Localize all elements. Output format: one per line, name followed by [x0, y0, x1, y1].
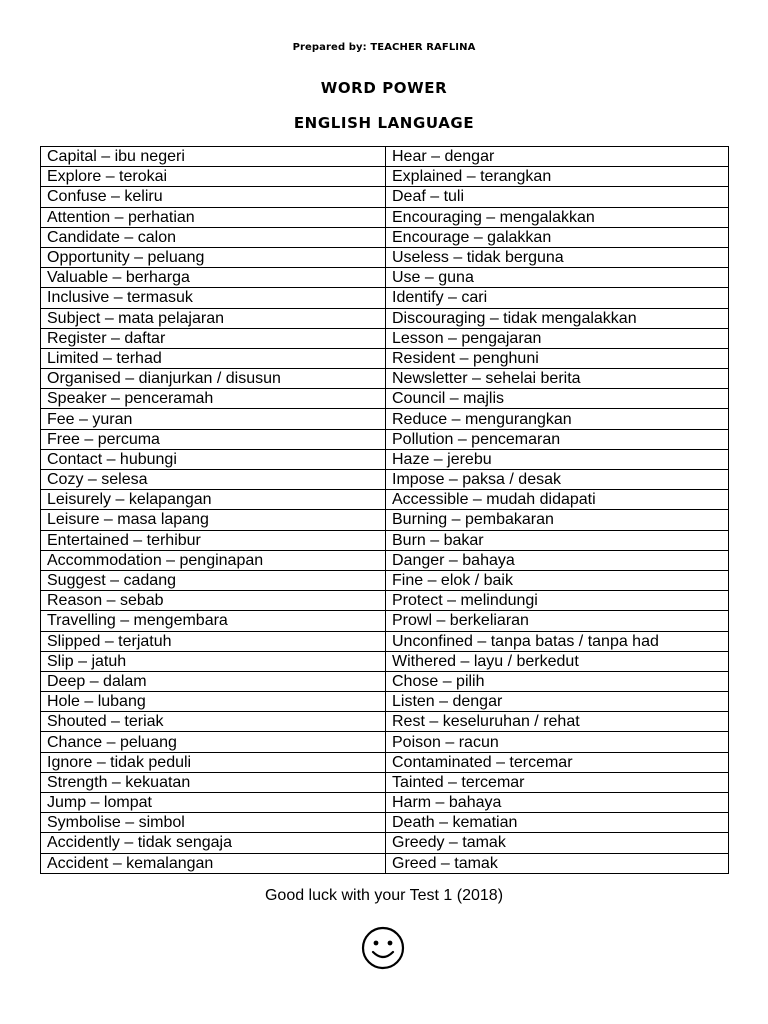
- word-left-cell: Suggest – cadang: [41, 570, 386, 590]
- word-left-cell: Accidently – tidak sengaja: [41, 833, 386, 853]
- word-left-cell: Travelling – mengembara: [41, 611, 386, 631]
- word-left-cell: Accident – kemalangan: [41, 853, 386, 873]
- table-row: [41, 167, 729, 187]
- word-left-cell: Candidate – calon: [41, 227, 386, 247]
- table-row: [41, 268, 729, 288]
- word-left-cell: Ignore – tidak peduli: [41, 752, 386, 772]
- table-row: [41, 692, 729, 712]
- word-right-cell: Poison – racun: [386, 732, 729, 752]
- table-row: [41, 570, 729, 590]
- word-left-cell: Shouted – teriak: [41, 712, 386, 732]
- word-right-cell: Useless – tidak berguna: [386, 247, 729, 267]
- word-left-cell: Accommodation – penginapan: [41, 550, 386, 570]
- word-left-cell: Leisurely – kelapangan: [41, 490, 386, 510]
- table-row: [41, 328, 729, 348]
- table-row: [41, 409, 729, 429]
- table-row: [41, 772, 729, 792]
- word-left-cell: Organised – dianjurkan / disusun: [41, 369, 386, 389]
- word-right-cell: Newsletter – sehelai berita: [386, 369, 729, 389]
- word-right-cell: Pollution – pencemaran: [386, 429, 729, 449]
- word-left-cell: Symbolise – simbol: [41, 813, 386, 833]
- word-right-cell: Unconfined – tanpa batas / tanpa had: [386, 631, 729, 651]
- word-right-cell: Greedy – tamak: [386, 833, 729, 853]
- word-right-cell: Identify – cari: [386, 288, 729, 308]
- table-row: [41, 631, 729, 651]
- table-row: [41, 389, 729, 409]
- word-right-cell: Greed – tamak: [386, 853, 729, 873]
- table-row: [41, 227, 729, 247]
- word-left-cell: Free – percuma: [41, 429, 386, 449]
- word-right-cell: Lesson – pengajaran: [386, 328, 729, 348]
- table-row: [41, 550, 729, 570]
- word-right-cell: Harm – bahaya: [386, 793, 729, 813]
- word-left-cell: Opportunity – peluang: [41, 247, 386, 267]
- table-row: [41, 530, 729, 550]
- word-left-cell: Deep – dalam: [41, 671, 386, 691]
- word-right-cell: Resident – penghuni: [386, 348, 729, 368]
- table-row: [41, 308, 729, 328]
- word-left-cell: Strength – kekuatan: [41, 772, 386, 792]
- word-right-cell: Protect – melindungi: [386, 591, 729, 611]
- word-left-cell: Cozy – selesa: [41, 470, 386, 490]
- word-left-cell: Inclusive – termasuk: [41, 288, 386, 308]
- table-row: [41, 591, 729, 611]
- table-row: [41, 348, 729, 368]
- vocabulary-table-body: [41, 147, 729, 874]
- page-subtitle: ENGLISH LANGUAGE: [293, 114, 475, 132]
- word-left-cell: Slipped – terjatuh: [41, 631, 386, 651]
- word-right-cell: Danger – bahaya: [386, 550, 729, 570]
- word-right-cell: Burn – bakar: [386, 530, 729, 550]
- word-right-cell: Accessible – mudah didapati: [386, 490, 729, 510]
- word-right-cell: Death – kematian: [386, 813, 729, 833]
- word-left-cell: Reason – sebab: [41, 591, 386, 611]
- word-right-cell: Discouraging – tidak mengalakkan: [386, 308, 729, 328]
- word-right-cell: Rest – keseluruhan / rehat: [386, 712, 729, 732]
- word-right-cell: Explained – terangkan: [386, 167, 729, 187]
- page-title: WORD POWER: [320, 79, 448, 97]
- word-left-cell: Valuable – berharga: [41, 268, 386, 288]
- word-right-cell: Fine – elok / baik: [386, 570, 729, 590]
- table-row: [41, 853, 729, 873]
- table-row: [41, 429, 729, 449]
- word-left-cell: Attention – perhatian: [41, 207, 386, 227]
- word-right-cell: Hear – dengar: [386, 147, 729, 167]
- word-left-cell: Subject – mata pelajaran: [41, 308, 386, 328]
- table-row: [41, 813, 729, 833]
- word-left-cell: Chance – peluang: [41, 732, 386, 752]
- word-left-cell: Explore – terokai: [41, 167, 386, 187]
- word-right-cell: Contaminated – tercemar: [386, 752, 729, 772]
- table-row: [41, 187, 729, 207]
- table-row: [41, 470, 729, 490]
- word-right-cell: Deaf – tuli: [386, 187, 729, 207]
- word-left-cell: Confuse – keliru: [41, 187, 386, 207]
- table-row: [41, 288, 729, 308]
- table-row: [41, 147, 729, 167]
- word-left-cell: Slip – jatuh: [41, 651, 386, 671]
- word-left-cell: Contact – hubungi: [41, 449, 386, 469]
- table-row: [41, 651, 729, 671]
- table-row: [41, 712, 729, 732]
- word-right-cell: Use – guna: [386, 268, 729, 288]
- word-right-cell: Burning – pembakaran: [386, 510, 729, 530]
- table-row: [41, 793, 729, 813]
- word-left-cell: Register – daftar: [41, 328, 386, 348]
- word-right-cell: Encouraging – mengalakkan: [386, 207, 729, 227]
- table-row: [41, 247, 729, 267]
- word-right-cell: Chose – pilih: [386, 671, 729, 691]
- word-left-cell: Leisure – masa lapang: [41, 510, 386, 530]
- word-right-cell: Encourage – galakkan: [386, 227, 729, 247]
- table-row: [41, 490, 729, 510]
- word-left-cell: Hole – lubang: [41, 692, 386, 712]
- word-right-cell: Impose – paksa / desak: [386, 470, 729, 490]
- word-right-cell: Prowl – berkeliaran: [386, 611, 729, 631]
- vocabulary-table: [40, 146, 729, 874]
- table-row: [41, 671, 729, 691]
- word-right-cell: Listen – dengar: [386, 692, 729, 712]
- table-row: [41, 833, 729, 853]
- footer-message: Good luck with your Test 1 (2018): [264, 887, 504, 904]
- table-row: [41, 207, 729, 227]
- word-right-cell: Haze – jerebu: [386, 449, 729, 469]
- table-row: [41, 449, 729, 469]
- table-row: [41, 752, 729, 772]
- word-left-cell: Entertained – terhibur: [41, 530, 386, 550]
- word-left-cell: Jump – lompat: [41, 793, 386, 813]
- word-right-cell: Withered – layu / berkedut: [386, 651, 729, 671]
- word-right-cell: Reduce – mengurangkan: [386, 409, 729, 429]
- table-row: [41, 369, 729, 389]
- prepared-by: Prepared by: TEACHER RAFLINA: [292, 42, 476, 53]
- word-right-cell: Tainted – tercemar: [386, 772, 729, 792]
- table-row: [41, 732, 729, 752]
- smiley-face-icon: [359, 924, 407, 972]
- word-right-cell: Council – majlis: [386, 389, 729, 409]
- word-left-cell: Fee – yuran: [41, 409, 386, 429]
- word-left-cell: Capital – ibu negeri: [41, 147, 386, 167]
- word-left-cell: Speaker – penceramah: [41, 389, 386, 409]
- table-row: [41, 611, 729, 631]
- table-row: [41, 510, 729, 530]
- word-left-cell: Limited – terhad: [41, 348, 386, 368]
